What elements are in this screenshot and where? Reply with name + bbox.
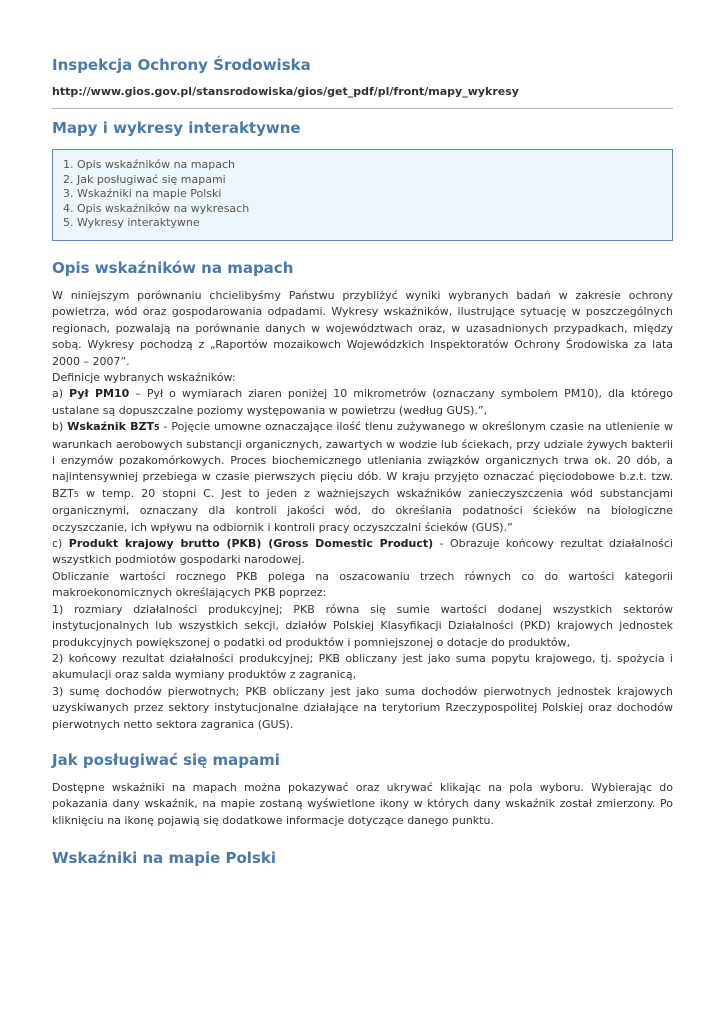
toc-item[interactable]	[63, 173, 662, 188]
toc-item-label[interactable]: Wykresy interaktywne	[77, 216, 200, 230]
toc-item[interactable]	[63, 187, 662, 202]
definition-pm10	[52, 386, 673, 419]
definition-text-cont: w temp. 20 stopni C. Jest to jeden z ważniejszych wskaźników zanieczyszczenia wód substancjami organicznymi, oznaczany dla kontroli jakości wód, do określania podatności ścieków na biologiczne oczyszczanie, ich wpływu na odbiornik i kontroli pracy oczyszczalni ścieków (GUS).”	[52, 486, 673, 534]
definition-prefix: c)	[52, 537, 69, 551]
section-title: Jak posługiwać się mapami	[52, 750, 280, 769]
definition-term: Produkt krajowy brutto (PKB) (Gross Domestic Product)	[68, 537, 434, 551]
page-title: Mapy i wykresy interaktywne	[52, 119, 301, 137]
usage-paragraph: Dostępne wskaźniki na mapach można pokazywać oraz ukrywać klikając na pola wyboru. Wybierając do pokazania dany wskaźnik, na mapie zostaną wyświetlone ikony w których dany wskaźnik został zmierzony. Po kliknięciu na ikonę pojawią się dodatkowe informacje dotyczące danego punktu.	[52, 780, 673, 827]
toc-item-number: 2.	[63, 172, 74, 186]
definition-term	[67, 420, 159, 433]
section-title: Wskaźniki na mapie Polski	[52, 849, 276, 868]
definition-prefix: a)	[52, 387, 70, 401]
toc-item-label[interactable]: Opis wskaźników na wykresach	[77, 201, 250, 215]
section-indicators-maps	[52, 259, 673, 733]
intro-paragraph: W niniejszym porównaniu chcielibyśmy Państwu przybliżyć wyniki wybranych badań w zakresie ochrony powietrza, wód oraz gospodarowania odpadami. Wykresy wskaźników, ilustrujące sytuację w poszczególnych regionach, pozwalają na porównanie danych w województwach oraz, w uzasadnionych przypadkach, między sobą. Wykresy pochodzą z „Raportów mozaikowch Wojewódzkich Inspektoratów Ochrony Środowiska za lata 2000 – 2007”.	[52, 288, 673, 368]
table-of-contents	[52, 149, 673, 241]
section-indicators-poland-map	[52, 849, 673, 868]
definition-text: – Pył o wymiarach ziaren poniżej 10 mikrometrów (oznaczany symbolem PM10), dla którego ustalane są dopuszczalne poziomy występowania w powietrzu (według GUS).”,	[52, 387, 674, 417]
toc-item-label[interactable]: Wskaźniki na mapie Polski	[77, 187, 222, 201]
toc-item[interactable]	[63, 158, 662, 173]
toc-item[interactable]	[63, 216, 662, 231]
definition-text: - Pojęcie umowne oznaczające ilość tlenu zużywanego w określonym czasie na utlenienie w warunkach aerobowych substancji organicznych, zawartych w wodzie lub ściekach, przy udziale żywych bakterii i enzymów pozakomórkowych. Proces biochemicznego utleniania związków organicznych trwa ok. 20 dób, a najintensywniej przebiega w czasie pierwszych pięciu dób. W kraju przyjęto oznaczać pięciodobowe b.z.t. tzw. BZT	[52, 420, 673, 500]
pkb-method-1: 1) rozmiary działalności produkcyjnej; PKB równa się sumie wartości dodanej wszystkich sektorów instytucjonalnych lub wszystkich sekcji, działów Polskiej Klasyfikacji Działalności (PKD) krajowych jednostek produkcyjnych powiększonej o podatki od produktów i pomniejszonej o dotacje do produktów,	[52, 602, 673, 649]
toc-item-label[interactable]: Opis wskaźników na mapach	[77, 158, 235, 171]
definition-prefix: b)	[52, 420, 68, 434]
section-body	[52, 780, 673, 829]
source-url[interactable]: http://www.gios.gov.pl/stansrodowiska/gios/get_pdf/pl/front/mapy_wykresy	[52, 85, 519, 98]
definition-term-text: Wskaźnik BZT	[67, 420, 155, 434]
document-page	[52, 50, 673, 868]
site-title: Inspekcja Ochrony Środowiska	[52, 56, 311, 74]
toc-item-number: 4.	[63, 201, 74, 215]
pkb-intro: Obliczanie wartości rocznego PKB polega na oszacowaniu trzech równych co do wartości kategorii makroekonomicznych określających PKB poprzez:	[52, 569, 673, 600]
toc-item-number: 1.	[63, 158, 74, 171]
section-body	[52, 288, 673, 733]
subscript: 5	[154, 423, 160, 433]
toc-item-number: 3.	[63, 187, 74, 201]
subscript: 5	[73, 489, 79, 499]
definition-text: - Obrazuje końcowy rezultat działalności wszystkich podmiotów gospodarki narodowej.	[52, 537, 673, 567]
toc-item[interactable]	[63, 202, 662, 217]
definition-pkb	[52, 536, 673, 569]
section-how-to-use-maps	[52, 751, 673, 829]
toc-item-label[interactable]: Jak posługiwać się mapami	[77, 172, 226, 186]
definitions-label: Definicje wybranych wskaźników:	[52, 371, 236, 384]
pkb-method-2: 2) końcowy rezultat działalności produkcyjnej; PKB obliczany jest jako suma popytu krajowego, tj. spożycia i akumulacji oraz salda wymiany produktów z zagranicą,	[52, 651, 673, 682]
definition-term: Pył PM10	[69, 387, 130, 401]
definition-bzt5	[52, 419, 673, 536]
toc-item-number: 5.	[63, 216, 74, 230]
divider	[52, 108, 673, 109]
pkb-method-3: 3) sumę dochodów pierwotnych; PKB obliczany jest jako suma dochodów pierwotnych jednostek krajowych uzyskiwanych przez sektory instytucjonalne działające na terytorium Rzeczypospolitej Polskiej oraz dochodów pierwotnych netto sektora zagranica (GUS).	[52, 684, 673, 731]
section-title: Opis wskaźników na mapach	[52, 258, 294, 277]
